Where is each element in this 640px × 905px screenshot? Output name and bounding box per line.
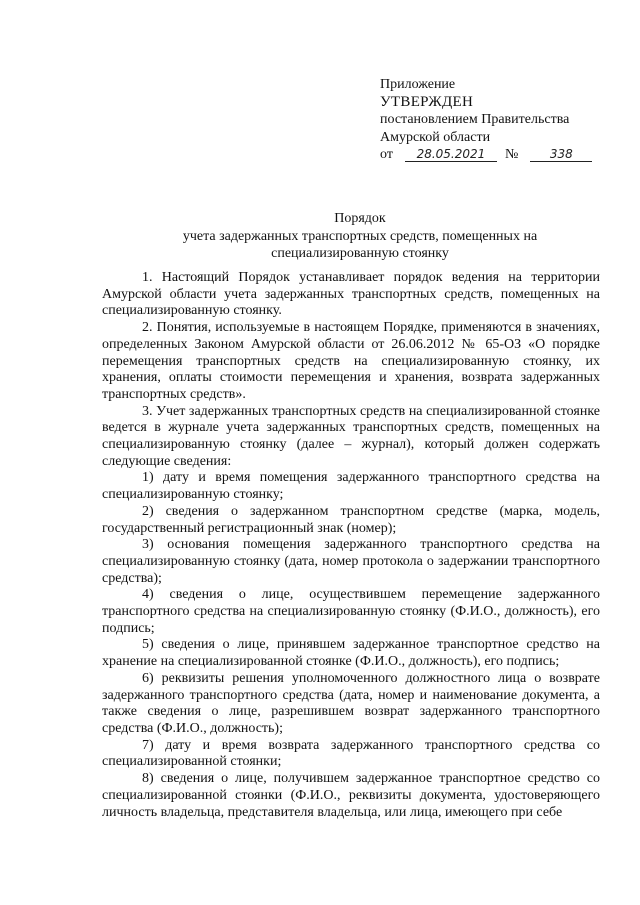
list-item-2: 2) сведения о задержанном транспортном средстве (марка, модель, государственный регистрационный знак (номер); bbox=[102, 503, 600, 536]
number-label: № bbox=[504, 147, 519, 162]
list-item-5: 5) сведения о лице, принявшем задержанное транспортное средство на хранение на специализированной стоянке (Ф.И.О., должность), его подпись; bbox=[102, 637, 600, 670]
document-body bbox=[102, 270, 600, 821]
paragraph-1: 1. Настоящий Порядок устанавливает порядок ведения на территории Амурской области учета задержанных транспортных средств, помещенных на специализированную стоянку. bbox=[102, 270, 600, 319]
list-item-4: 4) сведения о лице, осуществившем перемещение задержанного транспортного средства на специализированную стоянку (Ф.И.О., должность), его подпись; bbox=[102, 587, 600, 636]
list-item-7: 7) дату и время возврата задержанного транспортного средства со специализированной стоянки; bbox=[102, 737, 600, 770]
appendix-label: Приложение bbox=[380, 77, 456, 92]
list-item-8: 8) сведения о лице, получившем задержанное транспортное средство со специализированной стоянки (Ф.И.О., реквизиты документа, удостоверяющего личность владельца, представителя владельца, или лица, имеющего при себе bbox=[102, 771, 600, 820]
title-line-2: учета задержанных транспортных средств, помещенных на bbox=[182, 229, 538, 244]
document-title bbox=[100, 210, 620, 262]
list-item-3: 3) основания помещения задержанного транспортного средства на специализированную стоянку (дата, номер протокола о задержании транспортного средства); bbox=[102, 537, 600, 586]
decree-label: постановлением Правительства bbox=[380, 112, 570, 127]
approved-label: УТВЕРЖДЕН bbox=[380, 93, 474, 110]
region-label: Амурской области bbox=[380, 129, 491, 145]
paragraph-3: 3. Учет задержанных транспортных средств на специализированной стоянке ведется в журнале учета задержанных транспортных средств, помещенных на специализированную стоянку (далее – журнал), который должен содержать следующие сведения: bbox=[102, 403, 600, 469]
from-label: от bbox=[380, 147, 393, 162]
paragraph-2: 2. Понятия, используемые в настоящем Порядке, применяются в значениях, определенных Законом Амурской области от 26.06.2012 № 65-ОЗ «О порядке перемещения транспортных средств на специализированную стоянку, их хранения, оплаты стоимости перемещения и хранения, возврата задержанных транспортных средств». bbox=[102, 320, 600, 402]
date-number-row bbox=[380, 146, 630, 164]
handwritten-number: 338 bbox=[530, 147, 592, 162]
list-item-1: 1) дату и время помещения задержанного транспортного средства на специализированную стоянку; bbox=[102, 470, 600, 503]
title-line-3: специализированную стоянку bbox=[271, 246, 449, 261]
handwritten-date: 28.05.2021 bbox=[405, 147, 497, 162]
approval-block bbox=[380, 76, 630, 164]
list-item-6: 6) реквизиты решения уполномоченного должностного лица о возврате задержанного транспортного средства (дата, номер и наименование документа, а также сведения о лице, разрешившем возврат задержанного транспортного средства (Ф.И.О., должность); bbox=[102, 670, 600, 736]
title-line-1: Порядок bbox=[334, 211, 386, 226]
